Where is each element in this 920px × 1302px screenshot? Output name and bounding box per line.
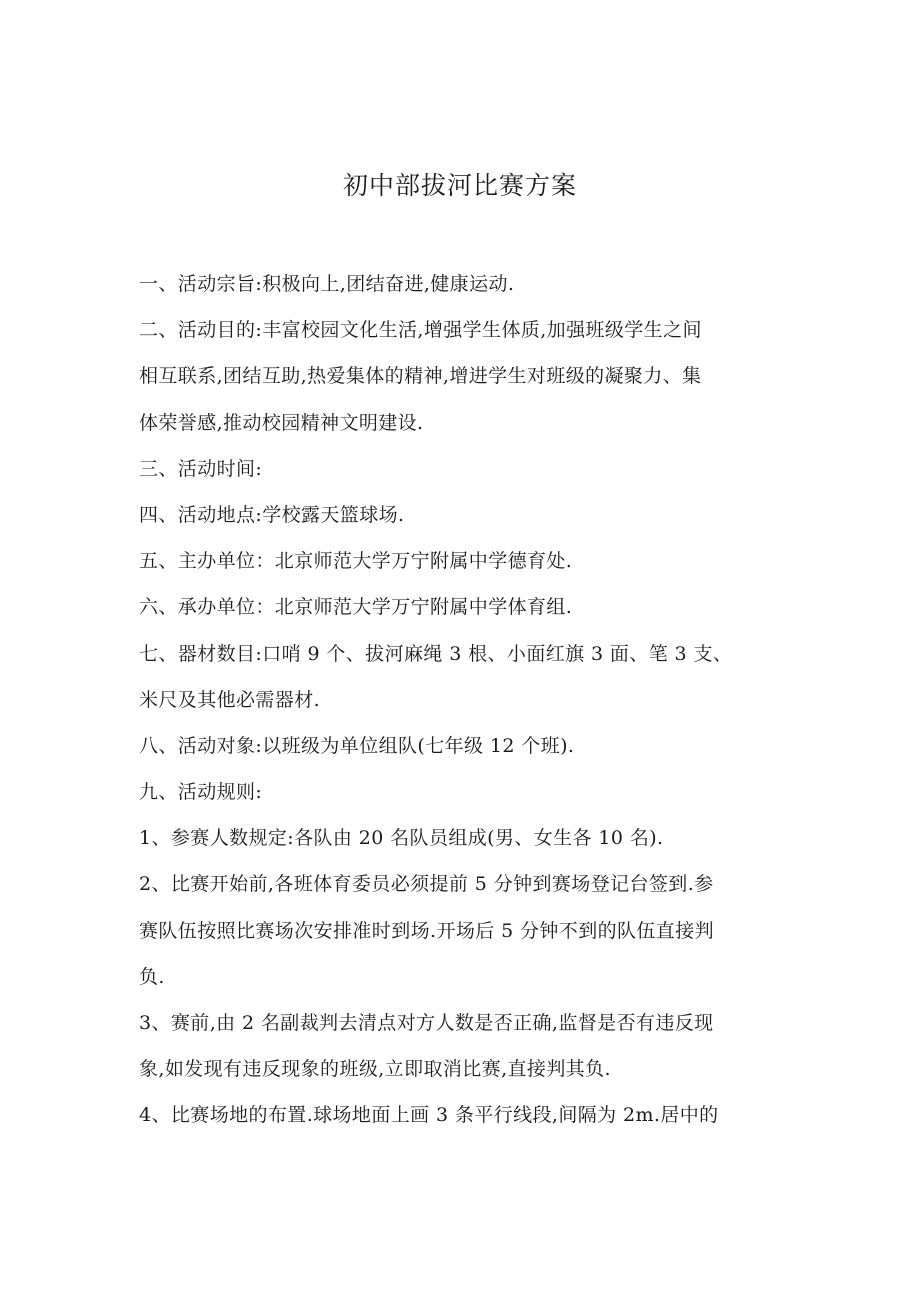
rule-2-line-2: 赛队伍按照比赛场次安排准时到场.开场后 5 分钟不到的队伍直接判: [139, 919, 715, 942]
section-objective-line-3: 体荣誉感,推动校园精神文明建设.: [139, 411, 424, 434]
section-equipment-line-2: 米尺及其他必需器材.: [139, 688, 321, 711]
section-rules-heading: 九、活动规则:: [139, 781, 263, 804]
document-title: 初中部拔河比赛方案: [342, 171, 577, 200]
rule-2-line-3: 负.: [139, 965, 165, 988]
section-time: 三、活动时间:: [139, 457, 263, 480]
rule-3-line-2: 象,如发现有违反现象的班级,立即取消比赛,直接判其负.: [139, 1058, 611, 1081]
section-participants: 八、活动对象:以班级为单位组队(七年级 12 个班).: [139, 734, 575, 757]
section-objective-line-1: 二、活动目的:丰富校园文化生活,增强学生体质,加强班级学生之间: [139, 319, 702, 342]
section-host: 五、主办单位：北京师范大学万宁附属中学德育处.: [139, 550, 573, 573]
rule-4-line-1: 4、比赛场地的布置.球场地面上画 3 条平行线段,间隔为 2m.居中的: [139, 1104, 719, 1127]
rule-1: 1、参赛人数规定:各队由 20 名队员组成(男、女生各 10 名).: [139, 827, 664, 850]
section-equipment-line-1: 七、器材数目:口哨 9 个、拔河麻绳 3 根、小面红旗 3 面、笔 3 支、: [139, 642, 733, 665]
section-objective-line-2: 相互联系,团结互助,热爱集体的精神,增进学生对班级的凝聚力、集: [139, 365, 702, 388]
section-purpose: 一、活动宗旨:积极向上,团结奋进,健康运动.: [139, 273, 515, 295]
section-location: 四、活动地点:学校露天篮球场.: [139, 503, 405, 526]
document-body: [139, 261, 784, 1139]
section-organizer: 六、承办单位：北京师范大学万宁附属中学体育组.: [139, 596, 573, 619]
rule-2-line-1: 2、比赛开始前,各班体育委员必须提前 5 分钟到赛场登记台签到.参: [139, 873, 714, 896]
rule-3-line-1: 3、赛前,由 2 名副裁判去清点对方人数是否正确,监督是否有违反现: [139, 1012, 714, 1034]
